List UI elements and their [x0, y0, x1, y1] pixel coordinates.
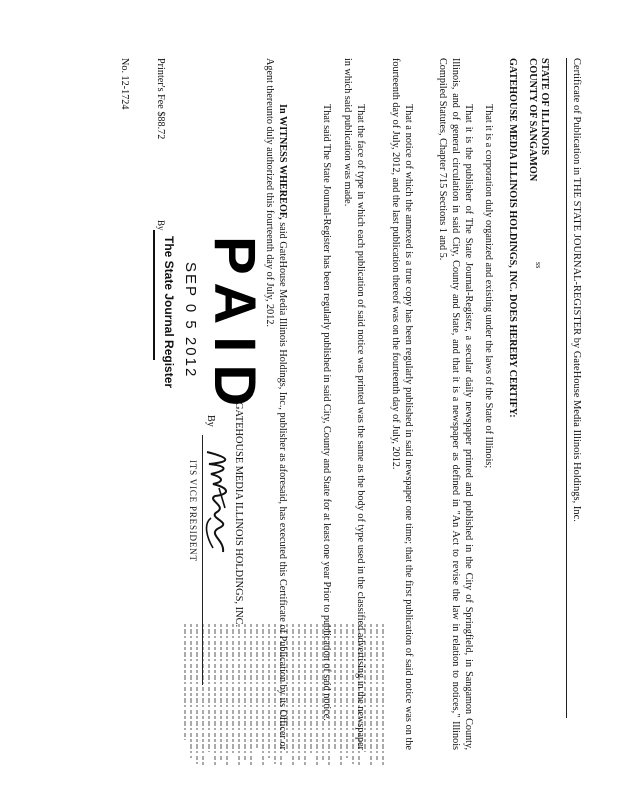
paid-stamp-word: PAID: [202, 236, 267, 419]
paragraph-publisher: That it is the publisher of The State Journal-Register, a secular daily newspaper printed and published in the City of Springfield, in Sangamon County, Illinois, and of general circulation in said City, County and State, and that it is a newspaper as defined in "An Act to revise the law in relation to notices," Illinois Compiled Statutes, Chapter 715 Sections 1 and 5.: [437, 58, 474, 750]
paid-stamp-date: SEP 0 5 2012: [182, 262, 199, 379]
paragraph-corporation: That it is a corporation duly organized and existing under the laws of the State of Illinois;: [483, 104, 494, 469]
witness-text: said GateHouse Media Illinois Holdings, Inc., publisher as aforesaid, has executed this Certificate of Publication by its Officer or Agent thereunto duly authorized this fourteenth day of July, 2012.: [264, 58, 288, 750]
attached-notice-clipping: [179, 620, 389, 770]
paid-stamp-publication: The State Journal Register: [162, 236, 176, 389]
signature-company: GATEHOUSE MEDIA ILLINOIS HOLDINGS, INC.: [233, 402, 244, 628]
signature-by-label: By: [205, 415, 216, 427]
notice-number: No. 12-1724: [119, 58, 130, 110]
fees-signature-line: [153, 230, 155, 360]
venue-county: COUNTY OF SANGAMON: [527, 58, 538, 182]
printers-fee: Printer's Fee $88.72: [155, 58, 166, 140]
venue-ss: ss: [534, 262, 543, 269]
paragraph-type-face: That the face of type in which each publication of said notice was printed was the same as the body of type used in the classified advertising in the newspaper in which said publication was made.: [342, 58, 366, 750]
certify-heading: GATEHOUSE MEDIA ILLINOIS HOLDINGS, INC. DOES HEREBY CERTIFY:: [507, 58, 518, 418]
paragraph-publication-dates: That a notice of which the annexed is a true copy has been regularly published in said newspaper one time; that the first publication of said notice was on the fourteenth day of July, 2012, and the last publication thereof was on the fourteenth day of July, 2012.: [390, 58, 414, 750]
certificate-document: [29, 30, 589, 770]
paragraph-regular-publication: That said The State Journal-Register has been regularly published in said City, County and State for at least one year Prior to publication of said notice.: [321, 104, 332, 721]
handwritten-signature: [197, 448, 237, 558]
venue-state: STATE OF ILLINOIS: [539, 58, 550, 156]
signature-title: ITS VICE PRESIDENT: [188, 460, 198, 562]
header-rule: [566, 58, 567, 718]
certificate-header: Certificate of Publication in THE STATE JOURNAL-REGISTER by GateHouse Media Illinois Holdings, Inc.: [571, 58, 582, 522]
witness-lead: In WITNESS WHEREOF,: [277, 104, 288, 220]
fees-by-label: By: [156, 220, 166, 231]
